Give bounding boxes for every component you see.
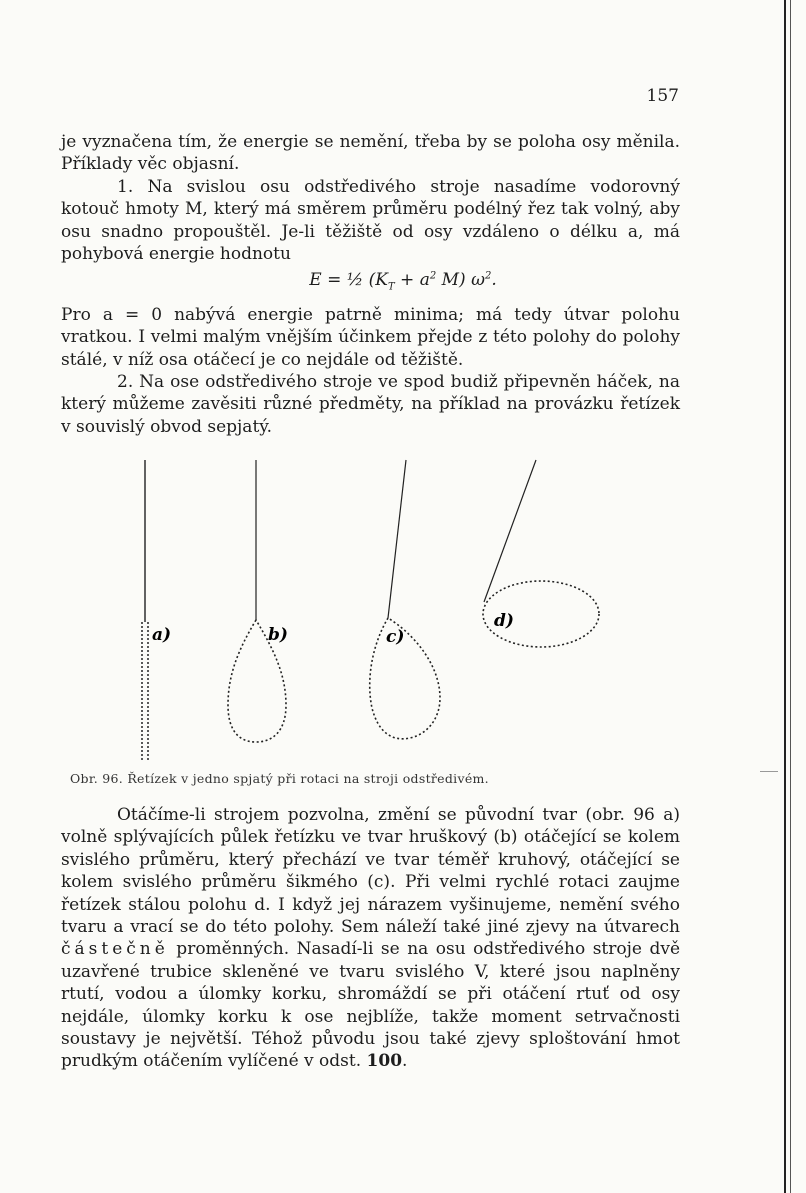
formula-sup2: 2	[484, 270, 492, 282]
figure-label-d: d)	[494, 611, 514, 631]
paragraph-4: 2. Na ose odstředivého stroje ve spod budiž připevněn háček, na který můžeme zavěsiti různé předměty, na příklad na provázku řetízek v souvislý obvod sepjatý.	[61, 372, 680, 437]
chain-b-diagram	[228, 460, 286, 742]
figure-96	[0, 450, 806, 770]
energy-formula	[0, 270, 806, 292]
section-reference: 100	[366, 1051, 403, 1072]
paragraph-3: Pro a = 0 nabývá energie patrně minima; má tedy útvar polohu vratkou. I velmi malým vnějším účinkem přejde z této polohy do polohy stálé, v níž osa otáčecí je co nejdále od těžiště.	[61, 305, 680, 370]
formula-plus: + a	[394, 270, 430, 290]
paragraph-5-end: .	[402, 1051, 408, 1072]
emphasized-word: částečně	[61, 939, 169, 960]
paragraph-5-text-2: proměnných. Nasadí-li se na osu odstředivého stroje dvě uzavřené trubice skleněné ve tvaru svislého V, které jsou naplněny rtutí, vodou a úlomky korku, shromáždí se při otáčení rtuť od osy nejdále, úlomky korku k ose nejblíže, takže moment setrvačnosti soustavy je největší. Téhož původu jsou také zjevy sploštování hmot prudkým otáčením vylíčené v odst.	[61, 939, 680, 1072]
figure-label-a: a)	[152, 625, 172, 645]
formula-sub: T	[387, 281, 395, 293]
chain-a-diagram	[142, 460, 148, 762]
page-number: 157	[646, 86, 679, 106]
figure-label-b: b)	[268, 625, 288, 645]
chain-c-diagram	[370, 460, 440, 739]
formula-end: .	[491, 270, 497, 290]
margin-mark	[760, 771, 778, 772]
paragraph-2: 1. Na svislou osu odstředivého stroje nasadíme vodorovný kotouč hmoty M, který má směrem průměru podélný řez tak volný, aby osu snadno propouštěl. Je-li těžiště od osy vzdáleno o délku a, má pohybová energie hodnotu	[61, 177, 680, 265]
figure-caption: Obr. 96. Řetízek v jedno spjatý při rotaci na stroji odstředivém.	[70, 771, 489, 786]
formula-half: ½	[346, 270, 364, 290]
formula-sup: 2	[429, 270, 437, 282]
formula-open: (K	[363, 270, 388, 290]
figure-label-c: c)	[386, 627, 405, 647]
paragraph-1: je vyznačena tím, že energie se nemění, třeba by se poloha osy měnila. Příklady věc objasní.	[61, 132, 680, 175]
formula-rest: M) ω	[436, 270, 485, 290]
paragraph-5-text-1: Otáčíme-li strojem pozvolna, změní se původní tvar (obr. 96 a) volně splývajících půlek řetízku ve tvar hruškový (b) otáčející se kolem svislého průměru, který přechází ve tvar téměř kruhový, otáčející se kolem svislého průměru šikmého (c). Při velmi rychlé rotaci zaujme řetízek stálou polohu d. I když jej nárazem vyšinujeme, nemění svého tvaru a vrací se do této polohy. Sem náleží také jiné zjevy na útvarech	[61, 805, 680, 938]
formula-lhs: E =	[309, 270, 347, 290]
paragraph-5	[61, 804, 680, 1073]
